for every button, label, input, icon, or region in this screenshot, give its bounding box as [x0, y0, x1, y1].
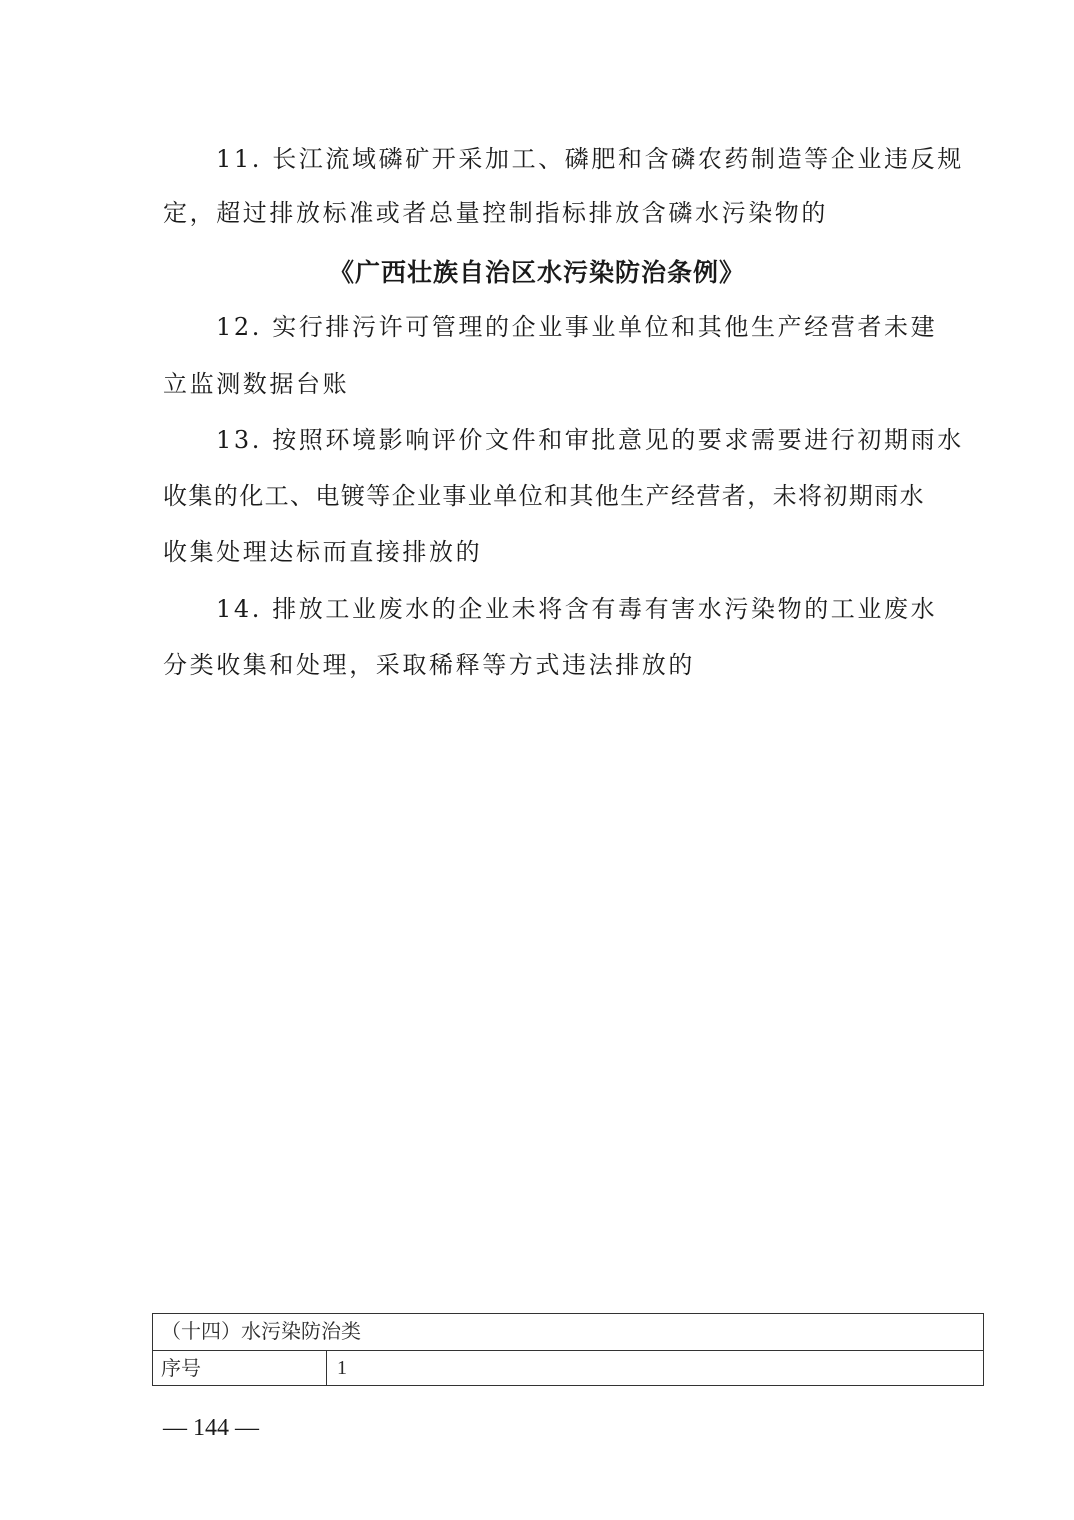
section-heading: 《广西壮族自治区水污染防治条例》 [328, 258, 745, 287]
paragraph-line: 分类收集和处理，采取稀释等方式违法排放的 [163, 651, 695, 679]
cell-divider [326, 1351, 327, 1385]
paragraph-line: 14. 排放工业废水的企业未将含有毒有害水污染物的工业废水 [216, 595, 938, 623]
category-row [153, 1314, 983, 1351]
paragraph-line: 13. 按照环境影响评价文件和审批意见的要求需要进行初期雨水 [216, 426, 964, 454]
serial-label: 序号 [161, 1356, 201, 1380]
paragraph-line: 定，超过排放标准或者总量控制指标排放含磷水污染物的 [163, 199, 828, 227]
paragraph-line: 收集处理达标而直接排放的 [163, 538, 483, 566]
page-number: — 144 — [163, 1415, 259, 1441]
paragraph-line: 立监测数据台账 [163, 370, 350, 398]
category-title: （十四）水污染防治类 [161, 1319, 361, 1343]
paragraph-line: 11. 长江流域磷矿开采加工、磷肥和含磷农药制造等企业违反规 [216, 145, 964, 173]
serial-value: 1 [337, 1357, 347, 1379]
category-table [152, 1313, 984, 1386]
paragraph-line: 12. 实行排污许可管理的企业事业单位和其他生产经营者未建 [216, 313, 938, 341]
paragraph-line: 收集的化工、电镀等企业事业单位和其他生产经营者，未将初期雨水 [163, 482, 925, 510]
serial-row [153, 1351, 983, 1385]
